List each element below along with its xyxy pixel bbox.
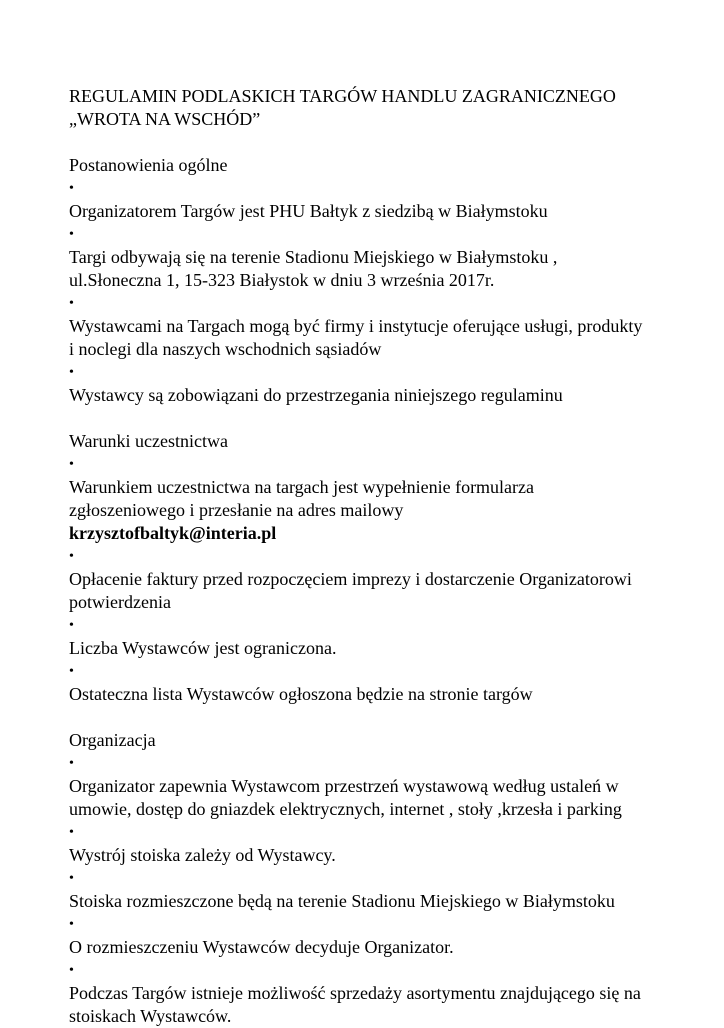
conditions-item-3: Liczba Wystawców jest ograniczona. [69, 638, 337, 658]
general-item-3-line-1: Wystawcami na Targach mogą być firmy i instytucje oferujące usługi, produkty [69, 316, 643, 336]
bullet-icon: • [69, 365, 74, 380]
organization-item-3: Stoiska rozmieszczone będą na terenie Stadionu Miejskiego w Białymstoku [69, 891, 615, 911]
bullet-icon: • [69, 825, 74, 840]
general-item-4: Wystawcy są zobowiązani do przestrzegania niniejszego regulaminu [69, 385, 563, 405]
document-body [69, 85, 669, 1028]
bullet-icon: • [69, 917, 74, 932]
general-item-2-line-2: ul.Słoneczna 1, 15-323 Białystok w dniu 3 września 2017r. [69, 270, 495, 290]
conditions-item-1-line-1: Warunkiem uczestnictwa na targach jest wypełnienie formularza [69, 477, 535, 497]
general-item-1: Organizatorem Targów jest PHU Bałtyk z siedzibą w Białymstoku [69, 201, 548, 221]
bullet-icon: • [69, 181, 74, 196]
organization-item-1-line-2: umowie, dostęp do gniazdek elektrycznych, internet , stoły ,krzesła i parking [69, 799, 622, 819]
spacer [69, 706, 669, 729]
bullet-icon: • [69, 963, 74, 978]
bullet-icon: • [69, 296, 74, 311]
bullet-icon: • [69, 227, 74, 242]
general-item-2-line-1: Targi odbywają się na terenie Stadionu Miejskiego w Białymstoku , [69, 247, 558, 267]
conditions-item-2-line-1: Opłacenie faktury przed rozpoczęciem imprezy i dostarczenie Organizatorowi [69, 569, 632, 589]
document-title-line-1: REGULAMIN PODLASKICH TARGÓW HANDLU ZAGRANICZNEGO [69, 86, 616, 106]
conditions-item-2-line-2: potwierdzenia [69, 592, 171, 612]
bullet-icon: • [69, 756, 74, 771]
bullet-icon: • [69, 664, 74, 679]
spacer [69, 407, 669, 430]
organization-item-1-line-1: Organizator zapewnia Wystawcom przestrzeń wystawową według ustaleń w [69, 776, 619, 796]
document-title-line-2: „WROTA NA WSCHÓD” [69, 109, 261, 129]
section-heading-organization: Organizacja [69, 730, 156, 750]
spacer [69, 131, 669, 154]
organization-item-2: Wystrój stoiska zależy od Wystawcy. [69, 845, 336, 865]
general-item-3-line-2: i noclegi dla naszych wschodnich sąsiadów [69, 339, 382, 359]
conditions-item-1-line-2: zgłoszeniowego i przesłanie na adres mailowy [69, 500, 404, 520]
organization-item-4: O rozmieszczeniu Wystawców decyduje Organizator. [69, 937, 454, 957]
bullet-icon: • [69, 618, 74, 633]
organization-item-5-line-2: stoiskach Wystawców. [69, 1006, 232, 1026]
bullet-icon: • [69, 871, 74, 886]
section-heading-conditions: Warunki uczestnictwa [69, 431, 228, 451]
organization-item-5-line-1: Podczas Targów istnieje możliwość sprzedaży asortymentu znajdującego się na [69, 983, 641, 1003]
section-heading-general: Postanowienia ogólne [69, 155, 228, 175]
conditions-item-4: Ostateczna lista Wystawców ogłoszona będzie na stronie targów [69, 684, 533, 704]
contact-email: krzysztofbaltyk@interia.pl [69, 523, 277, 543]
bullet-icon: • [69, 549, 74, 564]
bullet-icon: • [69, 457, 74, 472]
